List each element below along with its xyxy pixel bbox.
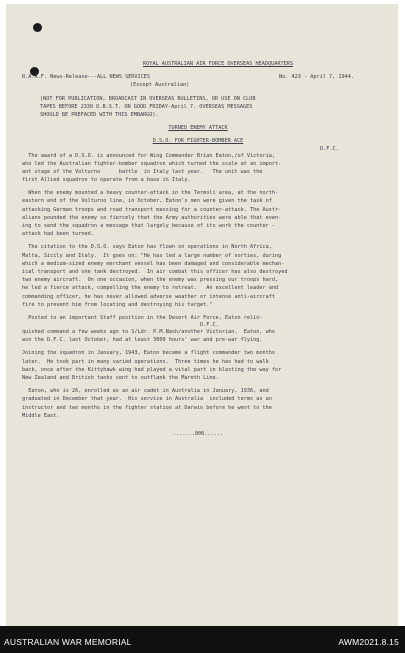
p2-line-6: attack had been turned. [22,231,94,238]
p3-line-4: ical transport and one tank destroyed. In air combat this officer has also destroyed [22,268,288,275]
footer-accession-number: AWM2021.8.15 [338,637,399,647]
p6-line-4: Middle East. [22,412,60,419]
p3-line-3: which a medium-sized enemy merchant vessel has been damaged and considerable mechan- [22,260,285,267]
p1-line-2: who led the Australian fighter-bomber squadron which turned the scale at an import- [22,160,282,167]
p3-line-1: The citation to the D.S.O. says Eaton has flown on operations in North Africa, [22,244,272,251]
embargo-line-1: (NOT FOR PUBLICATION, BROADCAST IN OVERSEAS BULLETINS, OR USE ON CLUB [40,95,256,102]
p6-line-1: Eaton, who is 26, enrolled as an air cadet in Australia in January, 1936, and [22,388,269,395]
p1-line-3: ant stage of the Volturno battle in Italy last year. The unit was the [22,168,263,175]
p2-line-1: When the enemy mounted a heavy counter-attack in the Termoli area, at the north- [22,190,279,197]
p4-line-3: won the D.F.C. last October, had at least 3000 hours' war and pre-war flying. [22,337,263,344]
release-line [22,73,374,81]
p2-line-4: alians pounded the enemy so fiercely that the Army authorities were able that even- [22,214,282,221]
p3-line-8: fire to prevent him from locating and destroying his target." [22,301,213,308]
p1-line-4: first Allied squadron to operate from a base in Italy. [22,177,191,184]
p2-line-3: attacking German troops and road transport massing for a counter-attack. The Austr- [22,206,282,213]
p5-line-1: Joining the squadron in January, 1943, Eaton became a flight commander two months [22,350,275,357]
end-mark: .......000...... [173,430,223,437]
archive-footer [0,626,405,653]
p2-line-5: ing to send the squadron a message that largely because of its work the counter - [22,223,275,229]
p3-line-5: two enemy aircraft. On one occasion, when the enemy was pressing our troops hard, [22,277,279,284]
title-turned-enemy-attack: TURNED ENEMY ATTACK [168,125,228,132]
p4-line-1: Posted to an important Staff position in the Desert Air Force, Eaton relin- [22,314,263,321]
press-release-text [22,60,374,438]
p5-line-3: back, once after the Kittyhawk wing had played a vital part in blasting the way for [22,366,282,373]
p6-line-3: instructor and two months in the fighter station at Darwin before he went to the [22,404,272,411]
org-heading: ROYAL AUSTRALIAN AIR FORCE OVERSEAS HEADQUARTERS [143,61,293,67]
p4-line-2: quished command a few weeks ago to S/Ldr. P.M.Nash/another Victorian. Eaton, who [22,329,275,336]
dfc-note-2: D.F.C. [200,322,219,329]
footer-institution: AUSTRALIAN WAR MEMORIAL [4,637,132,647]
p5-line-4: New Zealand and British tanks sent to outflank the Mareth Line. [22,375,219,381]
embargo-line-2: TAPES BEFORE 2330 D.B.S.T. ON GOOD FRIDAY-April 7. OVERSEAS MESSAGES [40,103,253,110]
release-number: No. 423 - April 7, 1944. [279,74,354,81]
except-line: (Except Australian) [130,82,190,89]
release-left: R.A.A.F. News-Release---ALL NEWS SERVICES [22,74,151,81]
dfc-note-1: D.F.C. [320,145,339,152]
embargo-line-3: SHOULD BE PREFACED WITH THIS EMBARGO). [40,111,159,118]
p5-line-2: later. He took part in many varied operations. Three times he has had to walk [22,358,269,365]
punch-hole-top [33,23,42,32]
p3-line-2: Malta, Sicily and Italy. It goes on: "He has led a large number of sorties, during [22,252,282,259]
p3-line-6: he led a fierce attack, compelling the enemy to retreat. An excellent leader and [22,285,279,292]
p2-line-2: eastern end of the Volturno line, in October, Eaton's men were given the task of [22,198,272,205]
p1-line-1: The award of a D.S.O. is announced for Wing Commander Brian Eaton,/of Victoria, [22,152,275,159]
p6-line-2: graduated in December that year. His service in Australia included terms as an [22,396,272,403]
title-dso-fighter-bomber-ace: D.S.O. FOR FIGHTER-BOMBER ACE [152,138,244,145]
p3-line-7: commanding officer, he has never allowed adverse weather or intense anti-aircraft [22,293,275,300]
